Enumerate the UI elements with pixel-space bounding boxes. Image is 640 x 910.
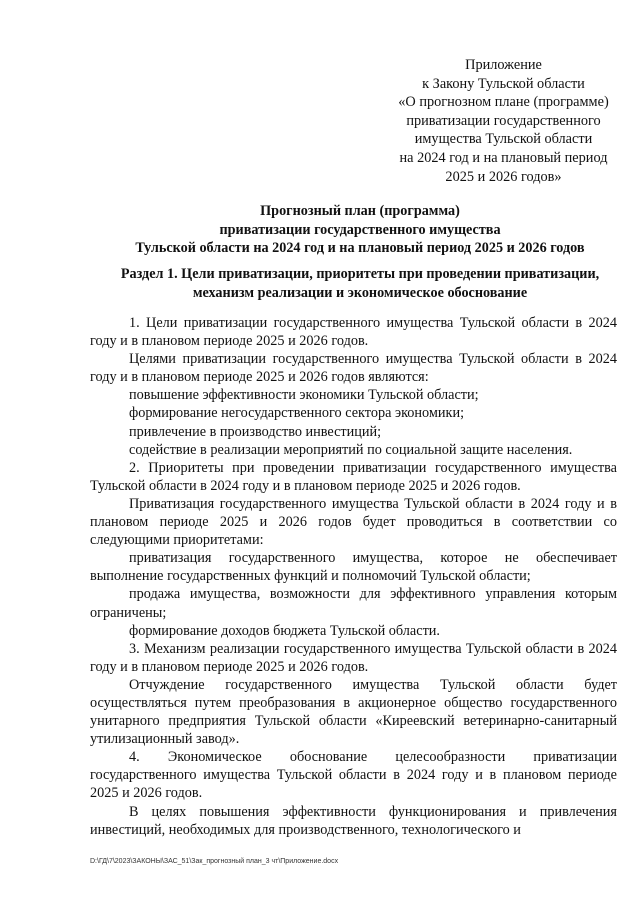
section-heading-line: механизм реализации и экономическое обоснование: [192, 284, 528, 301]
title-line: Прогнозный план (программа): [260, 203, 460, 219]
body-paragraph: повышение эффективности экономики Тульской области;: [129, 387, 479, 404]
appendix-line: приватизации государственного: [406, 112, 601, 129]
body-paragraph: Целями приватизации государственного имущества Тульской области в 2024 году и в плановом периоде 2025 и 2026 годов являются:: [90, 351, 617, 386]
document-body: [90, 314, 617, 839]
body-paragraph: 4. Экономическое обоснование целесообразности приватизации государственного имущества Тульской области в 2024 году и в плановом периоде 2025 и 2026 годов.: [90, 749, 617, 802]
body-paragraph: 1. Цели приватизации государственного имущества Тульской области в 2024 году и в плановом периоде 2025 и 2026 годов.: [90, 315, 617, 350]
appendix-header: [386, 56, 621, 186]
title-line: приватизации государственного имущества: [219, 221, 501, 238]
title-line: Тульской области на 2024 год и на плановый период 2025 и 2026 годов: [135, 240, 585, 257]
appendix-line: имущества Тульской области: [414, 131, 593, 148]
appendix-line: Приложение: [465, 57, 542, 73]
appendix-line: «О прогнозном плане (программе): [398, 94, 609, 111]
body-paragraph: формирование негосударственного сектора экономики;: [129, 405, 465, 422]
section-heading-line: Раздел 1. Цели приватизации, приоритеты при проведении приватизации,: [120, 266, 600, 282]
body-paragraph: приватизация государственного имущества, которое не обеспечивает выполнение государственных функций и полномочий Тульской области;: [90, 550, 617, 585]
body-paragraph: формирование доходов бюджета Тульской области.: [129, 622, 440, 639]
body-paragraph: 3. Механизм реализации государственного имущества Тульской области в 2024 году и в плановом периоде 2025 и 2026 годов.: [90, 640, 617, 675]
body-paragraph: привлечение в производство инвестиций;: [129, 423, 382, 440]
document-title: [90, 202, 630, 258]
appendix-line: на 2024 год и на плановый период: [399, 149, 608, 166]
appendix-line: к Закону Тульской области: [422, 75, 585, 92]
body-paragraph: 2. Приоритеты при проведении приватизации государственного имущества Тульской области в 2024 году и в плановом периоде 2025 и 2026 годов.: [90, 459, 617, 494]
body-paragraph: продажа имущества, возможности для эффективного управления которым ограничены;: [90, 586, 617, 621]
appendix-line: 2025 и 2026 годов»: [445, 168, 562, 185]
body-paragraph: содействие в реализации мероприятий по социальной защите населения.: [129, 441, 573, 458]
body-paragraph: Приватизация государственного имущества Тульской области в 2024 году и в плановом периоде 2025 и 2026 годов будет проводиться в соответствии со следующими приоритетами:: [90, 495, 617, 549]
file-path-footer: D:\ГД\7\2023\ЗАКОНЫ\ЗАС_51\Зак_прогнозный план_3 чт\Приложение.docx: [90, 858, 339, 865]
body-paragraph: Отчуждение государственного имущества Тульской области будет осуществляться путем преобразования в акционерное общество государственного унитарного предприятия Тульской области «Киреевский ветеринарно-санитарный утилизационный завод».: [90, 676, 617, 748]
body-paragraph: В целях повышения эффективности функционирования и привлечения инвестиций, необходимых для производственного, технологического и: [90, 803, 617, 838]
section-heading: [90, 265, 630, 302]
